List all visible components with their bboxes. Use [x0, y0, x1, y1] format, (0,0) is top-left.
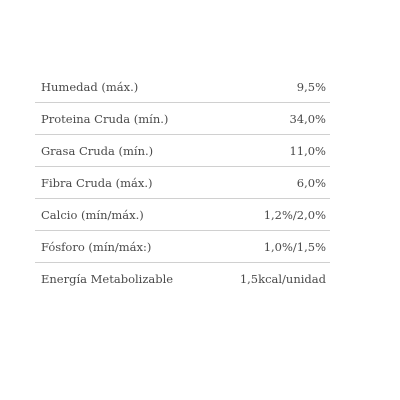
table-row [35, 135, 330, 167]
nutrition-table [35, 71, 330, 295]
table-row [35, 71, 330, 103]
row-value: 1,2%/2,0% [263, 207, 326, 222]
table-row [35, 199, 330, 231]
table-row [35, 103, 330, 135]
row-label: Energía Metabolizable [41, 272, 174, 286]
row-label: Proteina Cruda (mín.) [41, 111, 169, 126]
row-value: 1,0%/1,5% [263, 239, 326, 254]
table-row [35, 231, 330, 263]
row-label: Grasa Cruda (mín.) [41, 143, 154, 158]
row-label: Fósforo (mín/máx:) [41, 239, 152, 254]
row-value: 11,0% [289, 143, 326, 158]
row-value: 6,0% [296, 175, 326, 190]
row-value: 9,5% [296, 79, 326, 94]
row-value: 1,5kcal/unidad [239, 272, 326, 286]
row-value: 34,0% [289, 111, 326, 126]
table-row [35, 263, 330, 295]
row-label: Calcio (mín/máx.) [41, 207, 144, 222]
row-label: Humedad (máx.) [41, 79, 139, 94]
table-row [35, 167, 330, 199]
row-label: Fibra Cruda (máx.) [41, 175, 153, 190]
